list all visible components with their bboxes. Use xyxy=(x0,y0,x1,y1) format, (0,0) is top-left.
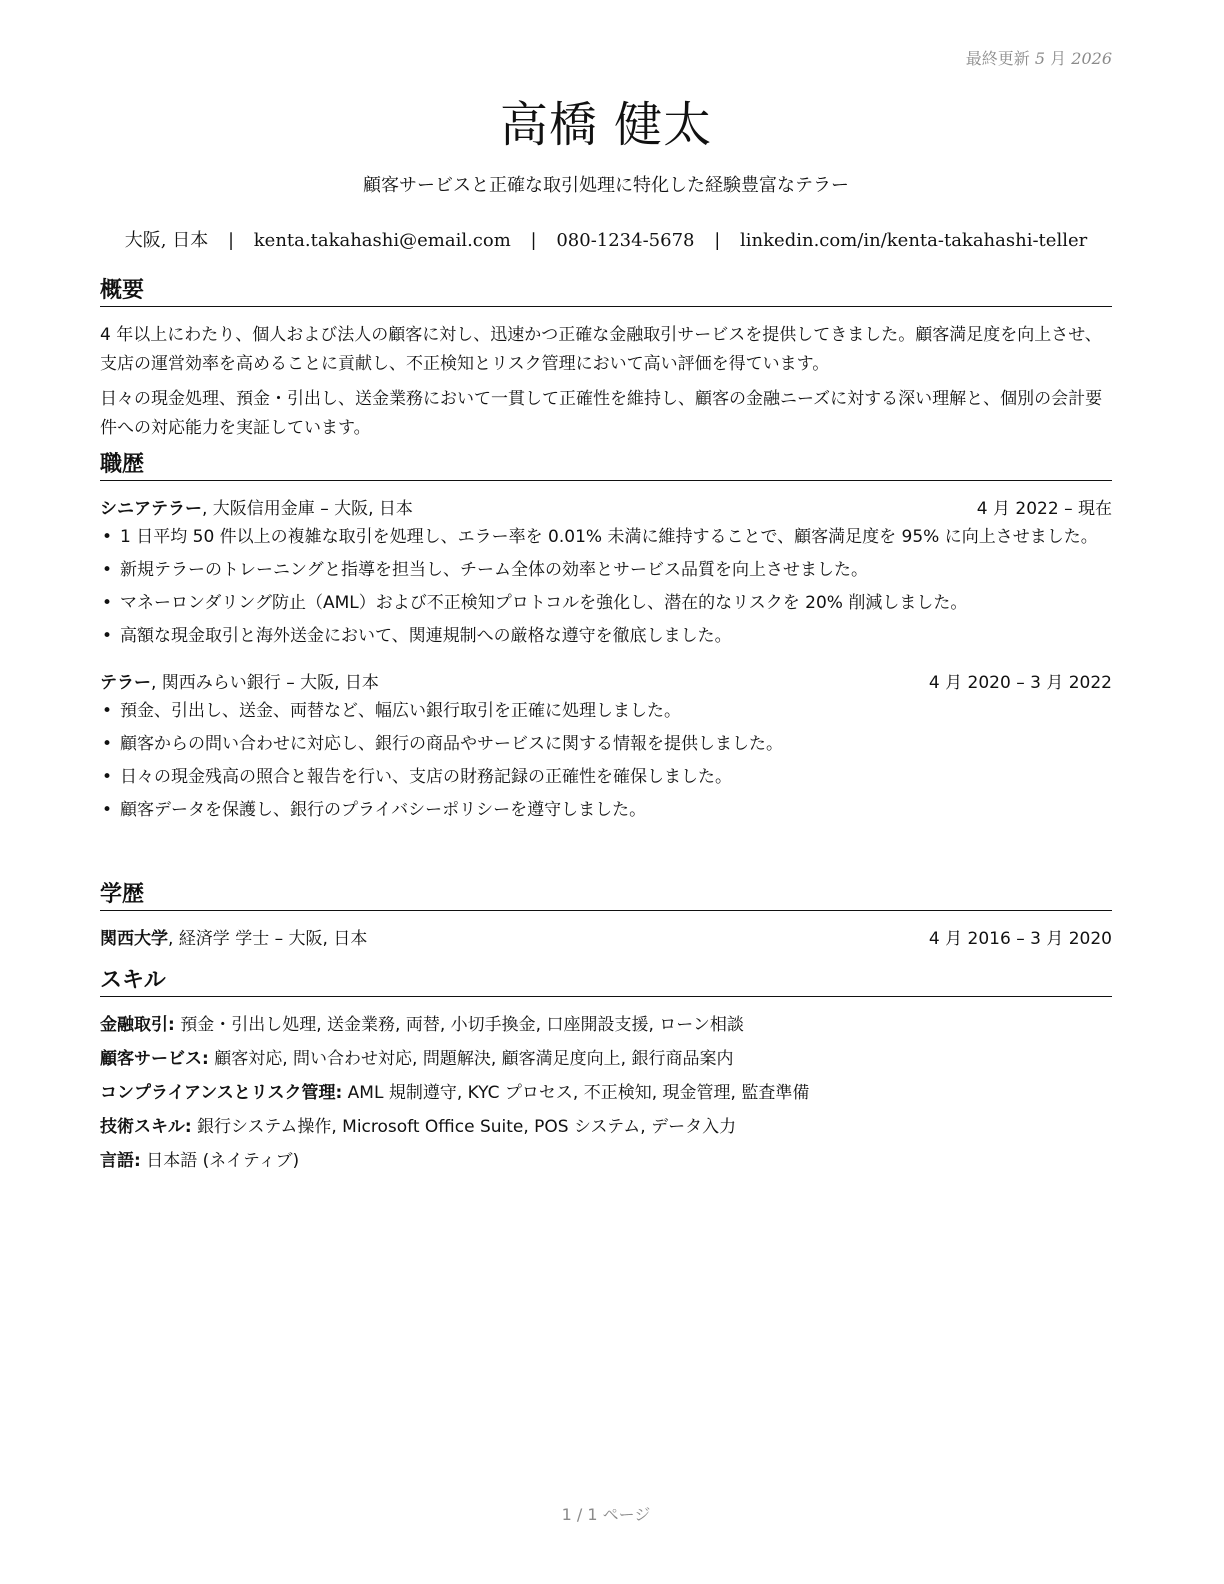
list-item xyxy=(100,556,1112,584)
bullet-text: 日々の現金残高の照合と報告を行い、支店の財務記録の正確性を確保しました。 xyxy=(120,767,732,787)
resume-page xyxy=(100,0,1112,1584)
experience-section xyxy=(100,452,1112,829)
contact-phone[interactable]: 080-1234-5678 xyxy=(556,230,695,251)
skill-items: 銀行システム操作, Microsoft Office Suite, POS システム, データ入力 xyxy=(191,1117,737,1137)
contact-separator: | xyxy=(227,230,235,251)
last-updated xyxy=(966,46,1112,69)
bullet-text: 新規テラーのトレーニングと指導を担当し、チーム全体の効率とサービス品質を向上させました。 xyxy=(120,560,868,580)
skill-items: 顧客対応, 問い合わせ対応, 問題解決, 顧客満足度向上, 銀行商品案内 xyxy=(208,1049,734,1069)
page-indicator: 1 / 1 ページ xyxy=(561,1505,651,1524)
section-title-experience: 職歴 xyxy=(100,452,1112,481)
bullet-text: 顧客からの問い合わせに対応し、銀行の商品やサービスに関する情報を提供しました。 xyxy=(120,734,783,754)
contact-location: 大阪, 日本 xyxy=(124,230,209,251)
section-title-education: 学歴 xyxy=(100,882,1112,911)
list-item xyxy=(100,796,1112,824)
skill-items: AML 規制遵守, KYC プロセス, 不正検知, 現金管理, 監査準備 xyxy=(342,1083,810,1103)
summary-paragraph: 4 年以上にわたり、個人および法人の顧客に対し、迅速かつ正確な金融取引サービスを提供してきました。顧客満足度を向上させ、支店の運営効率を高めることに貢献し、不正検知とリスク管理において高い評価を得ています。 xyxy=(100,325,1102,374)
list-item xyxy=(100,523,1112,551)
summary-paragraph: 日々の現金処理、預金・引出し、送金業務において一貫して正確性を維持し、顧客の金融ニーズに対する深い理解と、個別の会計要件への対応能力を実証しています。 xyxy=(100,389,1103,438)
job-header xyxy=(100,495,1112,523)
list-item xyxy=(100,622,1112,650)
contact-separator: | xyxy=(714,230,721,251)
contact-email[interactable]: kenta.takahashi@email.com xyxy=(253,230,511,251)
contact-linkedin[interactable]: linkedin.com/in/kenta-takahashi-teller xyxy=(740,230,1088,251)
list-item xyxy=(100,589,1112,617)
skills-section xyxy=(100,968,1112,1181)
job-org: , 大阪信用金庫 – 大阪, 日本 xyxy=(202,499,413,519)
bullet-text: 預金、引出し、送金、両替など、幅広い銀行取引を正確に処理しました。 xyxy=(120,701,681,721)
education-header xyxy=(100,925,1112,953)
job-bullets xyxy=(100,697,1112,824)
skill-row xyxy=(100,1079,1112,1107)
list-item xyxy=(100,730,1112,758)
education-title-line xyxy=(100,925,367,953)
last-updated-month: 5 xyxy=(1034,49,1046,68)
job-dates: 4 月 2020 – 3 月 2022 xyxy=(928,673,1112,693)
contact-line xyxy=(100,226,1112,252)
bullet-text: 高額な現金取引と海外送金において、関連規制への厳格な遵守を徹底しました。 xyxy=(120,626,732,646)
skill-category: 金融取引: xyxy=(100,1015,175,1035)
bullet-icon: • xyxy=(102,701,113,721)
last-updated-prefix: 最終更新 xyxy=(965,49,1030,68)
last-updated-month-unit: 月 xyxy=(1050,49,1067,68)
education-dates: 4 月 2016 – 3 月 2020 xyxy=(928,929,1112,949)
job-role: シニアテラー xyxy=(100,499,202,519)
summary-section xyxy=(100,278,1112,443)
job-role: テラー xyxy=(100,673,151,693)
contact-separator: | xyxy=(530,230,537,251)
bullet-icon: • xyxy=(102,560,113,580)
bullet-icon: • xyxy=(102,734,113,754)
candidate-name: 高橋 健太 xyxy=(499,97,713,153)
bullet-text: 1 日平均 50 件以上の複雑な取引を処理し、エラー率を 0.01% 未満に維持することで、顧客満足度を 95% に向上させました。 xyxy=(120,527,1098,547)
job-dates: 4 月 2022 – 現在 xyxy=(976,499,1112,519)
job-bullets xyxy=(100,523,1112,650)
skill-category: 顧客サービス: xyxy=(100,1049,209,1069)
job-title-line xyxy=(100,495,413,523)
education-school: 関西大学 xyxy=(100,929,168,949)
bullet-text: マネーロンダリング防止（AML）および不正検知プロトコルを強化し、潜在的なリスクを 20% 削減しました。 xyxy=(120,593,968,613)
section-title-skills: スキル xyxy=(100,968,1112,997)
bullet-icon: • xyxy=(102,527,113,547)
education-section xyxy=(100,882,1112,953)
tagline: 顧客サービスと正確な取引処理に特化した経験豊富なテラー xyxy=(363,175,849,196)
skill-row xyxy=(100,1113,1112,1141)
skill-row xyxy=(100,1011,1112,1039)
bullet-text: 顧客データを保護し、銀行のプライバシーポリシーを遵守しました。 xyxy=(120,800,647,820)
bullet-icon: • xyxy=(102,626,113,646)
job-org: , 関西みらい銀行 – 大阪, 日本 xyxy=(151,673,379,693)
bullet-icon: • xyxy=(102,767,113,787)
job-header xyxy=(100,669,1112,697)
job-title-line xyxy=(100,669,379,697)
skill-row xyxy=(100,1147,1112,1175)
skill-items: 預金・引出し処理, 送金業務, 両替, 小切手換金, 口座開設支援, ローン相談 xyxy=(174,1015,744,1035)
skill-category: 技術スキル: xyxy=(100,1117,192,1137)
skill-items: 日本語 (ネイティブ) xyxy=(140,1151,300,1171)
list-item xyxy=(100,763,1112,791)
list-item xyxy=(100,697,1112,725)
skill-category: コンプライアンスとリスク管理: xyxy=(100,1083,343,1103)
skill-row xyxy=(100,1045,1112,1073)
section-title-summary: 概要 xyxy=(100,278,1112,307)
bullet-icon: • xyxy=(102,593,113,613)
bullet-icon: • xyxy=(102,800,113,820)
last-updated-year: 2026 xyxy=(1071,49,1112,68)
education-detail: , 経済学 学士 – 大阪, 日本 xyxy=(168,929,368,949)
skill-category: 言語: xyxy=(100,1151,141,1171)
